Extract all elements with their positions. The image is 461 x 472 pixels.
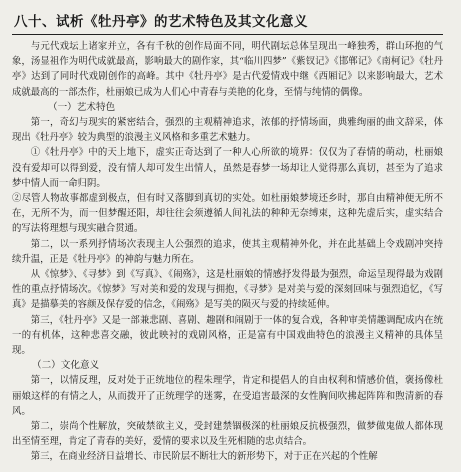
title-underline [12, 34, 443, 35]
paragraph-culture-1: 第一，以情反理，反对处于正统地位的程朱理学，肯定和提倡人的自由权利和情感价值，褒扬像杜丽娘这样的有情之人，从而拨开了正统理学的迷雾，在受追害最深的女性胸间吹拂起阵阵和煦清新的春风。 [12, 375, 443, 417]
paragraph-art-1b: ②尽管人物故事都虚到极点，但有时又落脚到真切的实处。如杜丽娘梦境还乡时，那自由精神便无所不在，无所不为，而一但梦醒还阳，却往往会须遵循人间礼法的种种无奈缚束，这种先虚后实，虚实结合的写法将理想与现实融合贯通。 [12, 193, 443, 235]
paragraph-art-1: 第一，奇幻与现实的紧密结合，强烈的主观精神追求，浓郁的抒情场面，典雅绚丽的曲文辞采，体现出《牡丹亭》较为典型的浪漫主义风格和多重艺术魅力。 [12, 117, 443, 144]
paragraph-art-1a: ①《牡丹亭》中的天上地下，虚实正奇达到了一种人心所欲的境界：仅仅为了春情的萌动，杜丽娘没有爱却可以得到爱，没有情人却可发生出情人，虽然是春梦一场却让人觉得那么真切，甚至为了追求梦中情人而一命归阴。 [12, 147, 443, 189]
paragraph-art-2a: 从《惊梦》、《寻梦》到《写真》、《闹殇》，这是杜丽娘的情感抒发得最为强烈，命运呈现得最为戏剧性的重点抒情场次。《惊梦》写对美和爱的发现与拥抱，《寻梦》是对美与爱的深刻回味与强烈追忆，《写真》是描摹美的容颜及保存爱的信念，《闹殇》是写美的陨灭与爱的持续延伸。 [12, 269, 443, 311]
section-heading-art: （一）艺术特色 [48, 101, 116, 113]
paragraph-art-2: 第二，以一系列抒情场次表现主人公强烈的追求，使其主观精神外化，并在此基础上令戏剧冲突持续升温，正是《牡丹亭》的神韵与魅力所在。 [12, 238, 443, 265]
intro-paragraph: 与元代戏坛上诸家并立，各有千秋的创作局面不同，明代剧坛总体呈现出一峰独秀，群山环抱的气象，汤显祖作为明代成就最高，影响最大的剧作家，其“临川四梦”《紫钗记》《邯郸记》《南柯记》《牡丹亭》达到了同时代戏剧创作的高峰。其中《牡丹亭》是古代爱情戏中继《西厢记》以来影响最大，艺术成就最高的一部杰作，杜丽娘已成为人们心中青春与美艳的化身，至情与纯情的偶像。 [12, 41, 443, 98]
paragraph-culture-2: 第二，崇尚个性解放，突破禁欲主义，受封建禁锢极深的杜丽娘反抗极强烈，做梦做鬼做人都体现出至情至理，肯定了青春的美好，爱情的要求以及生死相随的忠贞结合。 [12, 421, 443, 448]
section-heading-culture: （二）文化意义 [32, 360, 100, 372]
paragraph-art-3: 第三，《牡丹亭》又是一部兼悲剧、喜剧、趣剧和闹剧于一体的复合戏，各种审美情趣调配成内在统一的有机体，这种悲喜交融，彼此映衬的戏剧风格，正是富有中国戏曲特色的浪漫主义精神的具体呈现。 [12, 314, 443, 357]
document-title: 八十、试析《牡丹亭》的艺术特色及其文化意义 [14, 14, 308, 30]
paragraph-culture-3: 第三，在商业经济日益增长、市民阶层不断壮大的新形势下，对于正在兴起的个性解 [30, 451, 378, 463]
